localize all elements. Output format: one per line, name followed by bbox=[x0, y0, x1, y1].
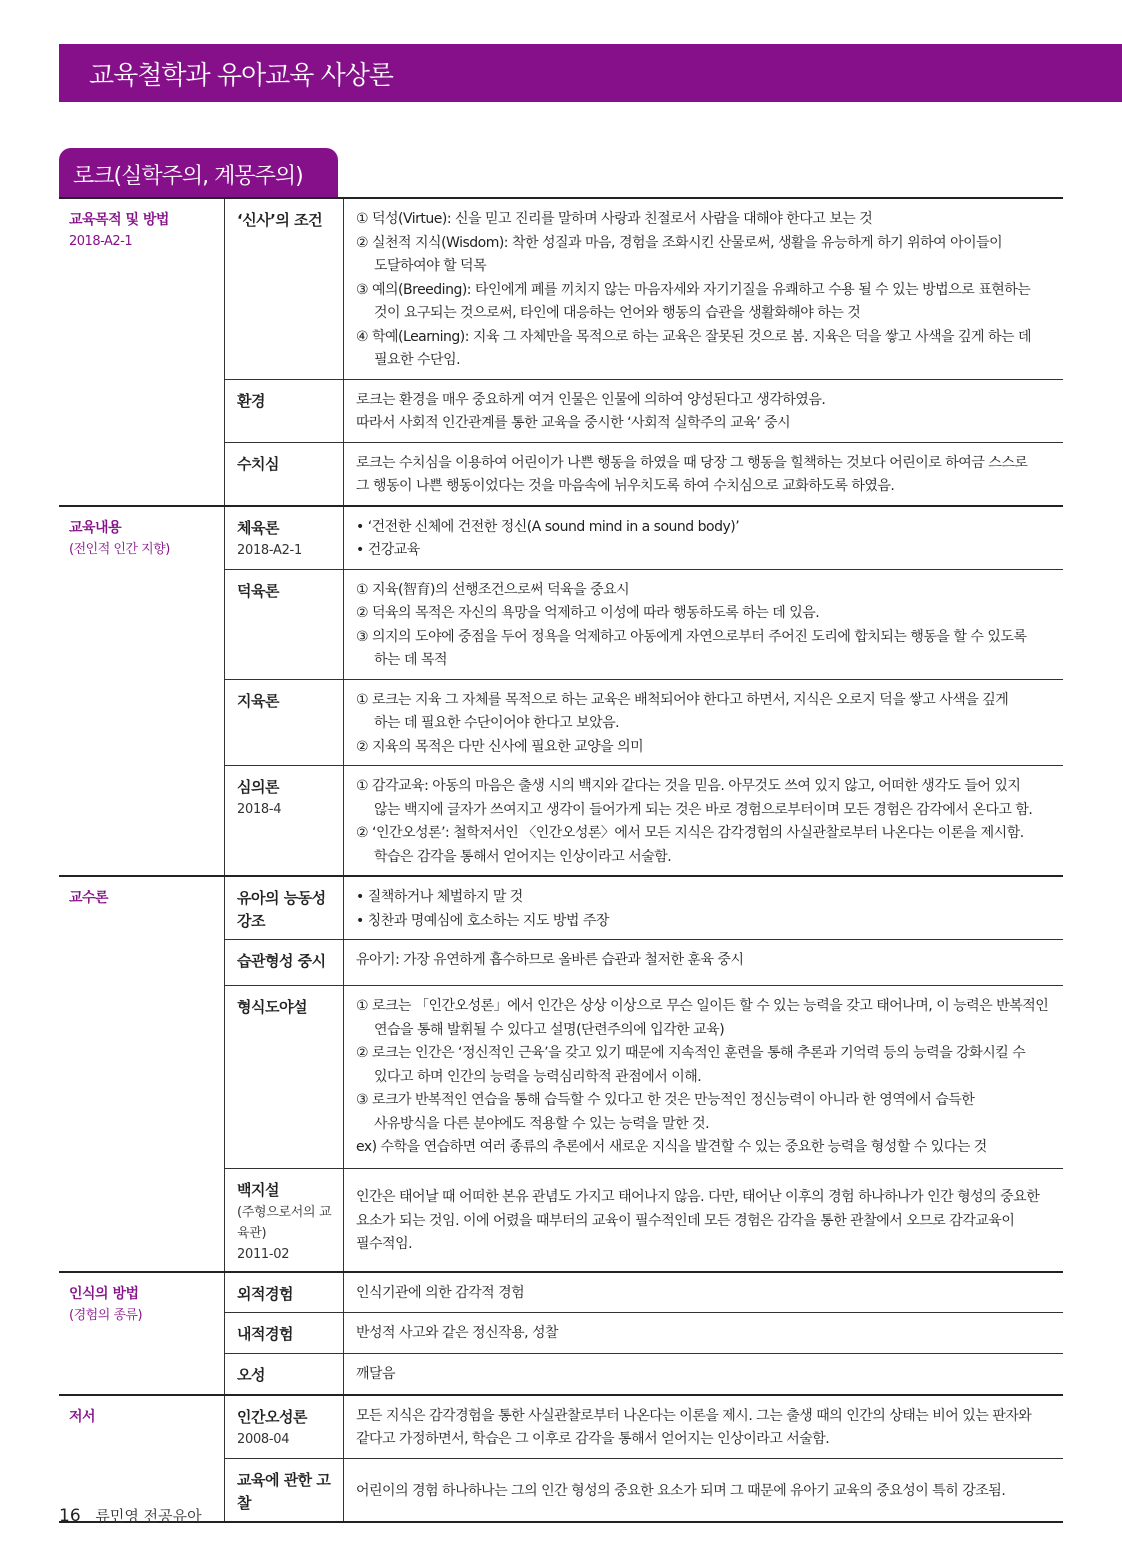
description-line: 반성적 사고와 같은 정신작용, 성찰 bbox=[356, 1325, 559, 1341]
description-line: • 질책하거나 체벌하지 말 것 bbox=[356, 889, 523, 905]
subtopic-cell bbox=[225, 199, 344, 379]
description-line: 필수적임. bbox=[356, 1236, 413, 1253]
header-bar bbox=[59, 44, 1122, 102]
description-line: 모든 지식은 감각경험을 통한 사실관찰로부터 나온다는 이론을 제시. 그는 출생 때의 인간의 상태는 비어 있는 판자와 bbox=[356, 1407, 1032, 1424]
subtopic-title: 지육론 bbox=[237, 691, 279, 710]
category-cell bbox=[59, 506, 225, 877]
description-line: ① 로크는 「인간오성론」에서 인간은 상상 이상으로 무슨 일이든 할 수 있는 능력을 갖고 태어나며, 이 능력은 반복적인 bbox=[356, 998, 1049, 1014]
description-line: 로크는 환경을 매우 중요하게 여겨 인물은 인물에 의하여 양성된다고 생각하였음. bbox=[356, 391, 826, 408]
table-row bbox=[59, 1272, 1063, 1313]
subtopic-title: 환경 bbox=[237, 391, 265, 410]
subtopic-title: 내적경험 bbox=[237, 1325, 293, 1343]
subtopic-cell bbox=[225, 986, 344, 1169]
subtopic-title: 심의론 bbox=[237, 778, 279, 796]
description-cell bbox=[344, 379, 1064, 442]
subtopic-title: 습관형성 중시 bbox=[237, 952, 326, 970]
subtopic-note: 2018-4 bbox=[237, 802, 282, 817]
description-continuation: 있다고 하며 인간의 능력을 능력심리학적 관점에서 이해. bbox=[374, 1068, 702, 1085]
category-title: 저서 bbox=[69, 1408, 96, 1425]
description-cell bbox=[344, 986, 1064, 1169]
subtopic-note: (주형으로서의 교육관) 2011-02 bbox=[237, 1205, 332, 1262]
table-row bbox=[59, 876, 1063, 940]
description-cell bbox=[344, 1313, 1064, 1354]
table-row bbox=[59, 1395, 1063, 1459]
description-cell bbox=[344, 1354, 1064, 1395]
subtopic-title: ‘신사’의 조건 bbox=[237, 211, 323, 229]
category-title: 인식의 방법 bbox=[69, 1286, 139, 1302]
footer bbox=[59, 1505, 202, 1526]
description-continuation: 것이 요구되는 것으로써, 타인에 대응하는 언어와 행동의 습관을 생활화해야 하는 것 bbox=[374, 305, 861, 321]
description-line: ② 덕육의 목적은 자신의 욕망을 억제하고 이성에 따라 행동하도록 하는 데 있음. bbox=[356, 605, 820, 621]
subtopic-title: 오성 bbox=[237, 1366, 265, 1384]
description-line: ③ 로크가 반복적인 연습을 통해 습득할 수 있다고 한 것은 만능적인 정신능력이 아니라 한 영역에서 습득한 bbox=[356, 1092, 975, 1108]
subtopic-note: 2008-04 bbox=[237, 1431, 290, 1447]
subtopic-cell bbox=[225, 766, 344, 877]
description-continuation: 학습은 감각을 통해서 얻어지는 인상이라고 서술함. bbox=[374, 848, 672, 865]
category-title: 교육내용 bbox=[69, 519, 122, 536]
description-cell bbox=[344, 766, 1064, 877]
description-line: ③ 의지의 도야에 중점을 두어 정욕을 억제하고 아동에게 자연으로부터 주어진 도리에 합치되는 행동을 할 수 있도록 bbox=[356, 628, 1027, 645]
subtopic-cell bbox=[225, 442, 344, 506]
subtopic-cell bbox=[225, 1395, 344, 1459]
page-number: 16 bbox=[59, 1506, 81, 1526]
description-continuation: 하는 데 필요한 수단이어야 한다고 보았음. bbox=[374, 715, 620, 731]
category-cell bbox=[59, 876, 225, 1272]
section-title: 로크(실학주의, 계몽주의) bbox=[73, 164, 303, 189]
description-continuation: 필요한 수단임. bbox=[374, 352, 461, 368]
description-line: 같다고 가정하면서, 학습은 그 이후로 감각을 통해서 얻어지는 인상이라고 서술함. bbox=[356, 1431, 830, 1447]
description-line: 그 행동이 나쁜 행동이었다는 것을 마음속에 뉘우치도록 하여 수치심으로 교화하도록 하였음. bbox=[356, 478, 895, 494]
description-line: ex) 수학을 연습하면 여러 종류의 추론에서 새로운 지식을 발견할 수 있는 중요한 능력을 형성할 수 있다는 것 bbox=[356, 1139, 987, 1155]
subtopic-title: 형식도야설 bbox=[237, 998, 307, 1016]
subtopic-cell bbox=[225, 569, 344, 679]
description-line: 깨달음 bbox=[356, 1366, 396, 1382]
subtopic-note: 2018-A2-1 bbox=[237, 542, 302, 558]
description-line: ② 로크는 인간은 ‘정신적인 근육’을 갖고 있기 때문에 지속적인 훈련을 통해 추론과 기억력 등의 능력을 강화시킬 수 bbox=[356, 1045, 1026, 1061]
description-cell bbox=[344, 442, 1064, 506]
subtopic-cell bbox=[225, 1313, 344, 1354]
section-tab bbox=[59, 148, 338, 198]
subtopic-title: 인간오성론 bbox=[237, 1407, 307, 1426]
subtopic-cell bbox=[225, 876, 344, 940]
description-continuation: 연습을 통해 발휘될 수 있다고 설명(단련주의에 입각한 교육) bbox=[374, 1021, 725, 1038]
description-cell bbox=[344, 506, 1064, 570]
description-continuation: 사유방식을 다른 분야에도 적용할 수 있는 능력을 말한 것. bbox=[374, 1115, 710, 1132]
description-line: ① 감각교육: 아동의 마음은 출생 시의 백지와 같다는 것을 믿음. 아무것도 쓰여 있지 않고, 어떠한 생각도 들어 있지 bbox=[356, 778, 1021, 794]
description-line: ② ‘인간오성론’: 철학저서인 〈인간오성론〉에서 모든 지식은 감각경험의 사실관찰로부터 나온다는 이론을 제시함. bbox=[356, 825, 1024, 841]
table-row bbox=[59, 199, 1063, 379]
footer-text: 류민영 전공유아 bbox=[95, 1507, 202, 1525]
subtopic-title: 수치심 bbox=[237, 454, 279, 473]
description-cell bbox=[344, 679, 1064, 766]
category-note: 2018-A2-1 bbox=[69, 234, 133, 249]
description-cell bbox=[344, 569, 1064, 679]
description-line: ② 지육의 목적은 다만 신사에 필요한 교양을 의미 bbox=[356, 738, 644, 755]
category-cell bbox=[59, 1395, 225, 1523]
description-line: 유아기: 가장 유연하게 흡수하므로 올바른 습관과 철저한 훈육 중시 bbox=[356, 952, 744, 968]
description-line: ④ 학예(Learning): 지육 그 자체만을 목적으로 하는 교육은 잘못된 것으로 봄. 지육은 덕을 쌓고 사색을 깊게 하는 데 bbox=[356, 328, 1032, 345]
subtopic-cell bbox=[225, 1458, 344, 1522]
description-line: ① 덕성(Virtue): 신을 믿고 진리를 말하며 사랑과 친절로서 사람을 대해야 한다고 보는 것 bbox=[356, 211, 873, 227]
description-line: • 건강교육 bbox=[356, 542, 420, 558]
description-line: • ‘건전한 신체에 건전한 정신(A sound mind in a sound body)’ bbox=[356, 518, 740, 535]
description-line: 인식기관에 의한 감각적 경험 bbox=[356, 1285, 525, 1301]
description-line: ② 실천적 지식(Wisdom): 착한 성질과 마음, 경험을 조화시킨 산물로써, 생활을 유능하게 하기 위하여 아이들이 bbox=[356, 234, 1003, 251]
description-continuation: 도달하여야 할 덕목 bbox=[374, 258, 487, 274]
description-cell bbox=[344, 199, 1064, 379]
description-line: • 칭찬과 명예심에 호소하는 지도 방법 주장 bbox=[356, 912, 609, 929]
subtopic-cell bbox=[225, 1354, 344, 1395]
subtopic-cell bbox=[225, 506, 344, 570]
subtopic-cell bbox=[225, 379, 344, 442]
description-cell bbox=[344, 1272, 1064, 1313]
subtopic-title: 외적경험 bbox=[237, 1285, 293, 1303]
subtopic-title: 교육에 관한 고찰 bbox=[237, 1470, 331, 1512]
description-continuation: 않는 백지에 글자가 쓰여지고 생각이 들어가게 되는 것은 바로 경험으로부터이며 모든 경험은 감각에서 온다고 함. bbox=[374, 801, 1033, 818]
description-line: 어린이의 경험 하나하나는 그의 인간 형성의 중요한 요소가 되며 그 때문에 유아기 교육의 중요성이 특히 강조됨. bbox=[356, 1482, 1006, 1499]
subtopic-title: 체육론 bbox=[237, 518, 279, 537]
description-cell bbox=[344, 940, 1064, 986]
category-cell bbox=[59, 199, 225, 506]
description-cell bbox=[344, 1458, 1064, 1522]
subtopic-cell bbox=[225, 1169, 344, 1273]
description-cell bbox=[344, 876, 1064, 940]
subtopic-title: 덕육론 bbox=[237, 581, 279, 600]
description-line: 따라서 사회적 인간관계를 통한 교육을 중시한 ‘사회적 실학주의 교육’ 중시 bbox=[356, 415, 791, 431]
description-continuation: 하는 데 목적 bbox=[374, 652, 448, 668]
subtopic-cell bbox=[225, 1272, 344, 1313]
description-cell bbox=[344, 1395, 1064, 1459]
category-cell bbox=[59, 1272, 225, 1395]
category-title: 교육목적 및 방법 bbox=[69, 212, 169, 228]
description-cell bbox=[344, 1169, 1064, 1273]
category-note: (경험의 종류) bbox=[69, 1308, 143, 1323]
category-title: 교수론 bbox=[69, 890, 109, 906]
page-title: 교육철학과 유아교육 사상론 bbox=[89, 61, 393, 91]
subtopic-title: 유아의 능동성 강조 bbox=[237, 889, 326, 930]
category-note: (전인적 인간 지향) bbox=[69, 541, 170, 557]
description-line: 인간은 태어날 때 어떠한 본유 관념도 가지고 태어나지 않음. 다만, 태어난 이후의 경험 하나하나가 인간 형성의 중요한 bbox=[356, 1189, 1040, 1206]
description-line: ③ 예의(Breeding): 타인에게 폐를 끼치지 않는 마음자세와 자기기질을 유쾌하고 수용 될 수 있는 방법으로 표현하는 bbox=[356, 281, 1031, 298]
table-row bbox=[59, 506, 1063, 570]
description-line: ① 지육(智育)의 선행조건으로써 덕육을 중요시 bbox=[356, 581, 630, 598]
subtopic-cell bbox=[225, 679, 344, 766]
content-table bbox=[59, 199, 1063, 1523]
description-line: 로크는 수치심을 이용하여 어린이가 나쁜 행동을 하였을 때 당장 그 행동을 힐책하는 것보다 어린이로 하여금 스스로 bbox=[356, 454, 1028, 471]
description-line: 요소가 되는 것임. 이에 어렸을 때부터의 교육이 필수적인데 모든 경험은 감각을 통한 관찰에서 오므로 감각교육이 bbox=[356, 1212, 1015, 1229]
description-line: ① 로크는 지육 그 자체를 목적으로 하는 교육은 배척되어야 한다고 하면서, 지식은 오로지 덕을 쌓고 사색을 깊게 bbox=[356, 691, 1009, 708]
subtopic-title: 백지설 bbox=[237, 1181, 279, 1199]
subtopic-cell bbox=[225, 940, 344, 986]
